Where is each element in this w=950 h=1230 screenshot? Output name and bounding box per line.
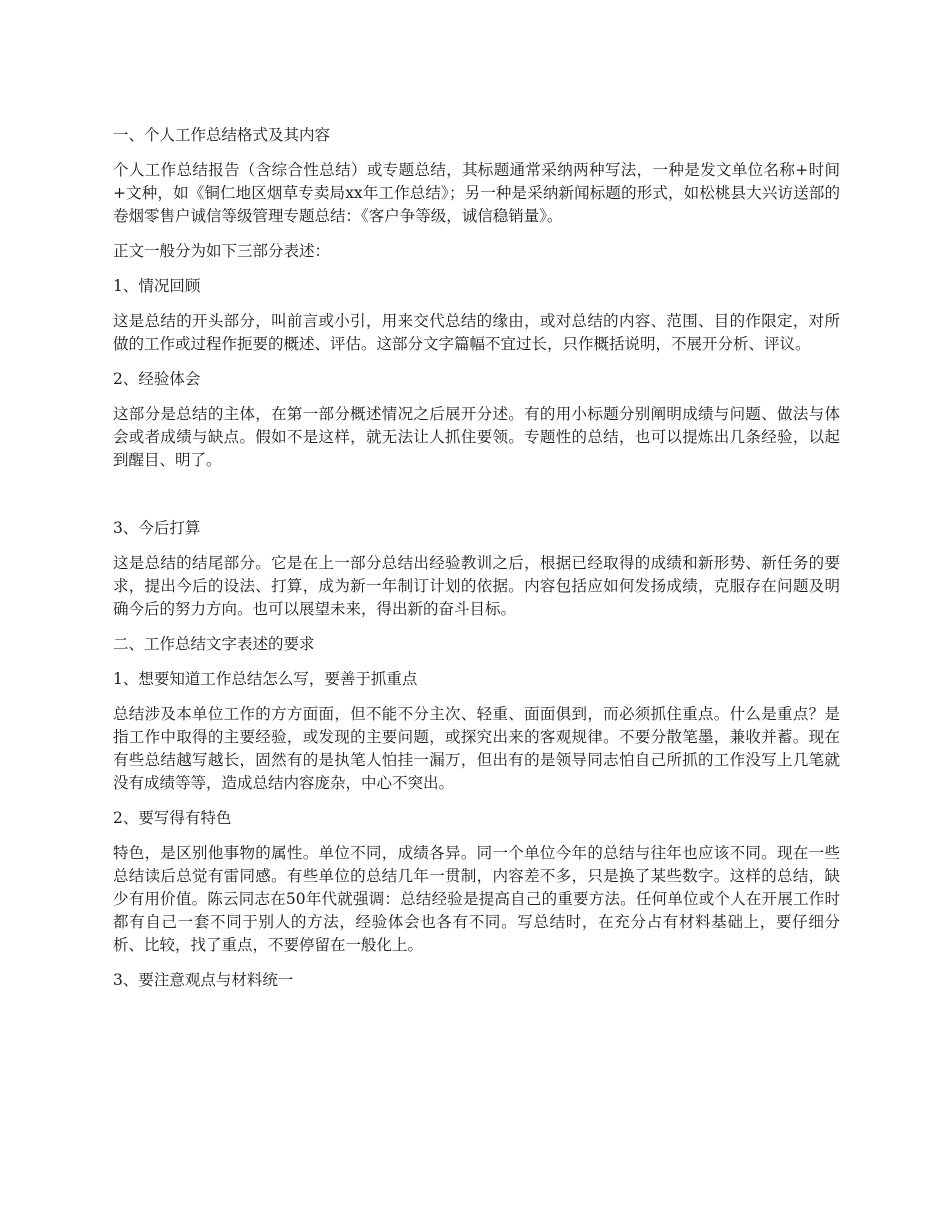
body-paragraph: 总结涉及本单位工作的方方面面，但不能不分主次、轻重、面面俱到，而必须抓住重点。什么是重点？是指工作中取得的主要经验，或发现的主要问题，或探究出来的客观规律。不要分散笔墨，兼收并蓄。现在有些总结越写越长，固然有的是执笔人怕挂一漏万，但出有的是领导同志怕自己所抓的工作没写上几笔就没有成绩等等，造成总结内容庞杂，中心不突出。 xyxy=(113,705,840,792)
subsection-heading: 3、要注意观点与材料统一 xyxy=(113,971,294,989)
body-paragraph: 正文一般分为如下三部分表述： xyxy=(113,242,331,260)
body-paragraph: 这是总结的结尾部分。它是在上一部分总结出经验教训之后，根据已经取得的成绩和新形势、新任务的要求，提出今后的设法、打算，成为新一年制订计划的依据。内容包括应如何发扬成绩，克服存在问题及明确今后的努力方向。也可以展望未来，得出新的奋斗目标。 xyxy=(113,554,840,618)
body-paragraph: 这是总结的开头部分，叫前言或小引，用来交代总结的缘由，或对总结的内容、范围、目的作限定，对所做的工作或过程作扼要的概述、评估。这部分文字篇幅不宜过长，只作概括说明，不展开分析、评议。 xyxy=(113,312,840,353)
blank-line xyxy=(113,484,840,517)
subsection-heading: 2、经验体会 xyxy=(113,370,201,388)
subsection-heading: 1、情况回顾 xyxy=(113,277,201,295)
section-heading: 二、工作总结文字表述的要求 xyxy=(113,635,315,653)
document-page xyxy=(113,124,840,1004)
subsection-heading: 2、要写得有特色 xyxy=(113,809,232,827)
body-paragraph: 个人工作总结报告（含综合性总结）或专题总结，其标题通常采纳两种写法，一种是发文单位名称+时间+文种，如《铜仁地区烟草专卖局xx年工作总结》；另一种是采纳新闻标题的形式，如松桃县大兴访送部的卷烟零售户诚信等级管理专题总结：《客户争等级，诚信稳销量》。 xyxy=(113,161,840,225)
subsection-heading: 1、想要知道工作总结怎么写，要善于抓重点 xyxy=(113,670,418,688)
body-paragraph: 这部分是总结的主体，在第一部分概述情况之后展开分述。有的用小标题分别阐明成绩与问题、做法与体会或者成绩与缺点。假如不是这样，就无法让人抓住要领。专题性的总结，也可以提炼出几条经验，以起到醒目、明了。 xyxy=(113,405,840,469)
subsection-heading: 3、今后打算 xyxy=(113,519,201,537)
body-paragraph: 特色，是区别他事物的属性。单位不同，成绩各异。同一个单位今年的总结与往年也应该不同。现在一些总结读后总觉有雷同感。有些单位的总结几年一贯制，内容差不多，只是换了某些数字。这样的总结，缺少有用价值。陈云同志在50年代就强调：总结经验是提高自己的重要方法。任何单位或个人在开展工作时都有自己一套不同于别人的方法，经验体会也各有不同。写总结时，在充分占有材料基础上，要仔细分析、比较，找了重点，不要停留在一般化上。 xyxy=(113,844,840,954)
section-heading: 一、个人工作总结格式及其内容 xyxy=(113,126,331,144)
